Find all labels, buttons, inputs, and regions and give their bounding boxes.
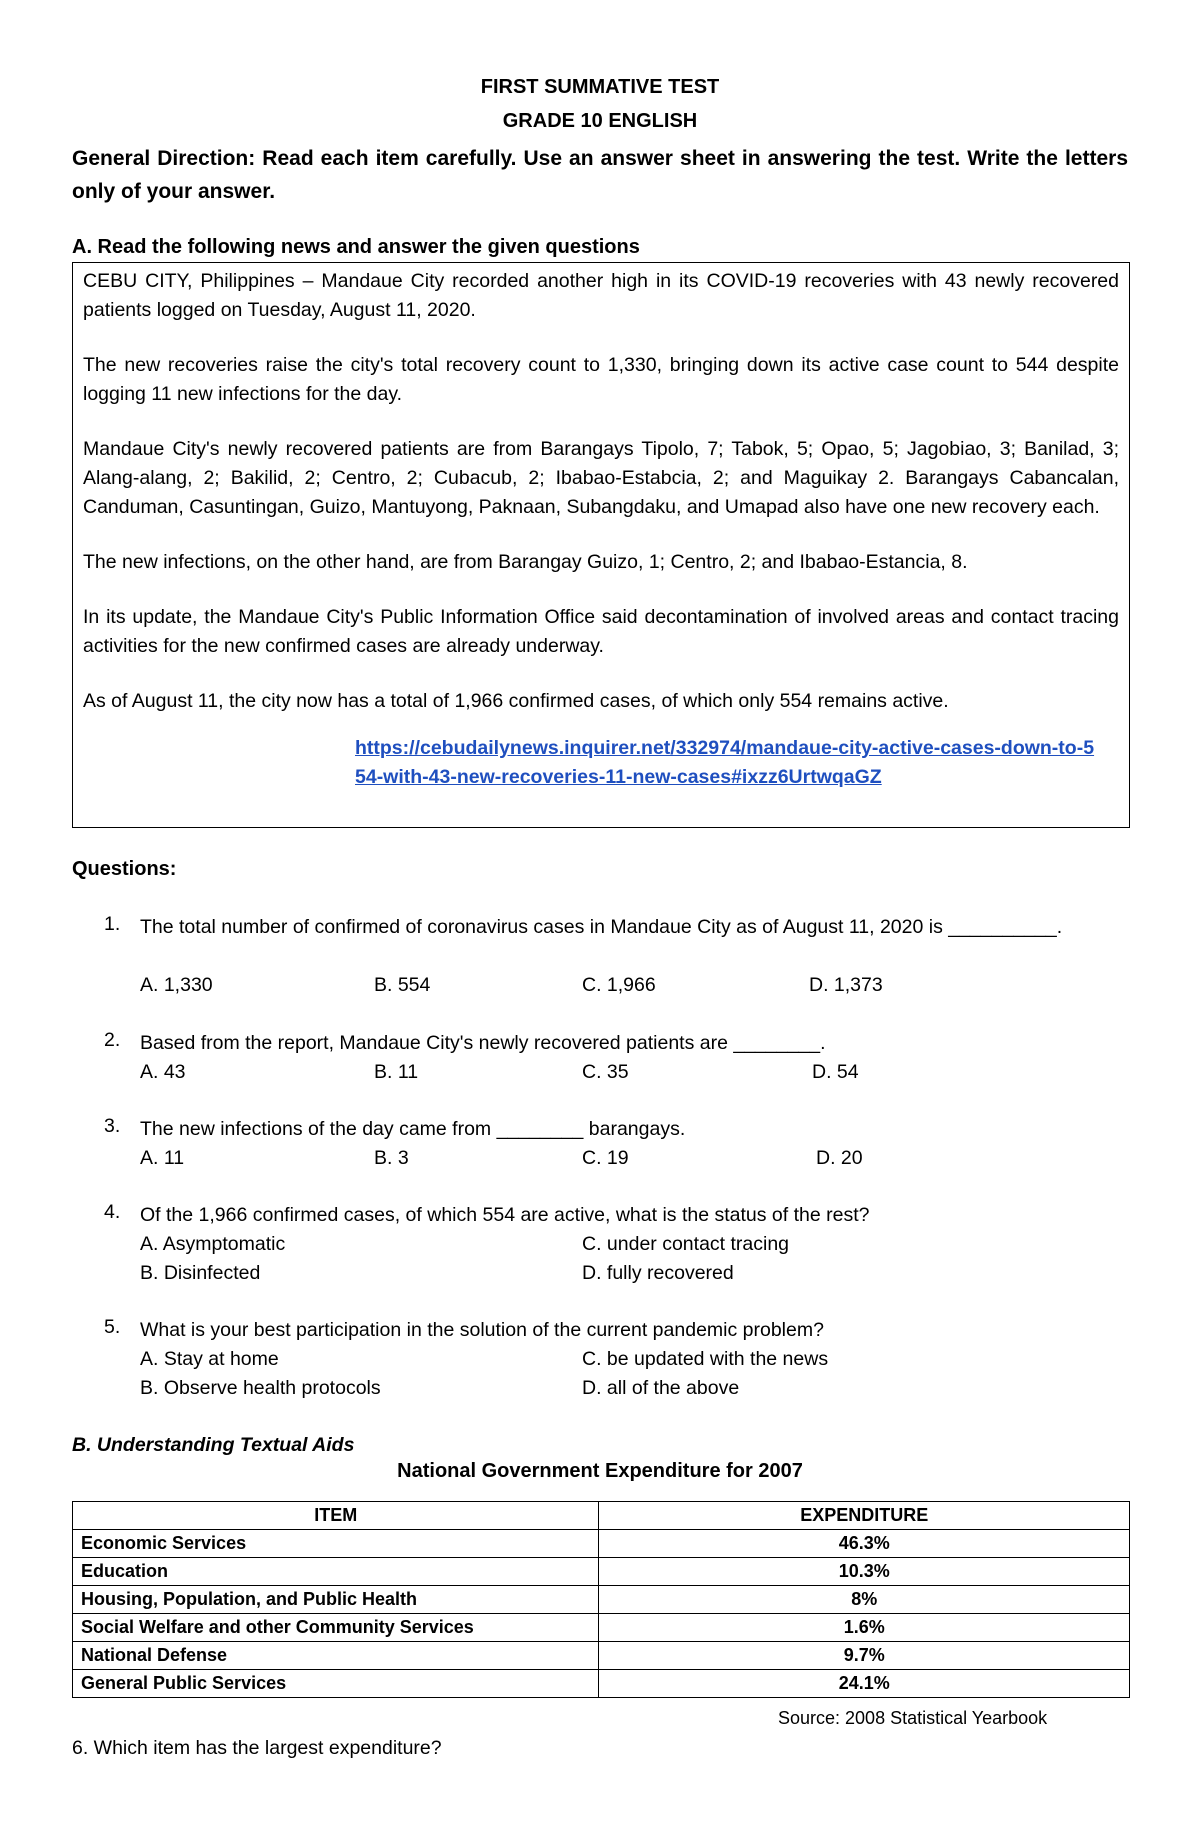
option-c: C. under contact tracing — [582, 1233, 790, 1255]
news-paragraph: Mandaue City's newly recovered patients are from Barangays Tipolo, 7; Tabok, 5; Opao, 5; Jagobiao, 3; Banilad, 3; Alang-alang, 2; Bakilid, 2; Centro, 2; Cubacub, 2; Ibabao-Estabcia, 2; and Maguikay 2. Barangays Cabancalan, Canduman, Casuntingan, Guizo, Mantuyong, Paknaan, Subangdaku, and Umapad also have one new recovery each. — [83, 438, 1119, 518]
option-a: A. 1,330 — [140, 974, 213, 996]
option-d: D. 54 — [812, 1061, 859, 1083]
option-c: C. be updated with the news — [582, 1348, 829, 1370]
table-source: Source: 2008 Statistical Yearbook — [778, 1708, 1048, 1728]
option-c: C. 35 — [582, 1061, 629, 1083]
general-direction: General Direction: Read each item carefully. Use an answer sheet in answering the test. Write the letters only of your answer. — [72, 147, 1128, 203]
column-header-expenditure: EXPENDITURE — [599, 1502, 1130, 1530]
expenditure-cell: 9.7% — [599, 1642, 1130, 1670]
table-row — [73, 1586, 1130, 1614]
table-row — [73, 1614, 1130, 1642]
expenditure-cell: 24.1% — [599, 1670, 1130, 1698]
test-title: FIRST SUMMATIVE TEST — [480, 76, 720, 98]
question-6: 6. Which item has the largest expenditure? — [72, 1737, 442, 1759]
question-stem: The new infections of the day came from ________ barangays. — [140, 1118, 686, 1140]
section-a-heading: A. Read the following news and answer the given questions — [72, 236, 640, 258]
question-stem: What is your best participation in the solution of the current pandemic problem? — [140, 1319, 824, 1341]
table-row — [73, 1530, 1130, 1558]
question-stem: Based from the report, Mandaue City's newly recovered patients are ________. — [140, 1032, 826, 1054]
question-stem: Of the 1,966 confirmed cases, of which 554 are active, what is the status of the rest? — [140, 1204, 870, 1226]
expenditure-table — [72, 1501, 1130, 1698]
option-b: B. Observe health protocols — [140, 1377, 381, 1399]
news-paragraph: CEBU CITY, Philippines – Mandaue City recorded another high in its COVID-19 recoveries with 43 newly recovered patients logged on Tuesday, August 11, 2020. — [83, 270, 1119, 321]
option-d: D. all of the above — [582, 1377, 740, 1399]
expenditure-cell: 46.3% — [599, 1530, 1130, 1558]
news-paragraph: The new infections, on the other hand, are from Barangay Guizo, 1; Centro, 2; and Ibabao-Estancia, 8. — [83, 551, 968, 573]
item-cell: Social Welfare and other Community Services — [73, 1614, 599, 1642]
table-row — [73, 1642, 1130, 1670]
news-paragraph: The new recoveries raise the city's total recovery count to 1,330, bringing down its active case count to 544 despite logging 11 new infections for the day. — [83, 354, 1119, 405]
question-stem: The total number of confirmed of coronavirus cases in Mandaue City as of August 11, 2020 is __________. — [140, 916, 1063, 938]
source-link[interactable]: https://cebudailynews.inquirer.net/332974/mandaue-city-active-cases-down-to-554-with-43-new-recoveries-11-new-cases#ixzz6UrtwqaGZ — [355, 737, 1095, 788]
table-title: National Government Expenditure for 2007 — [397, 1460, 803, 1482]
expenditure-cell: 10.3% — [599, 1558, 1130, 1586]
table-row — [73, 1670, 1130, 1698]
questions-heading: Questions: — [72, 858, 177, 880]
test-subtitle: GRADE 10 ENGLISH — [502, 110, 698, 132]
question-number: 4. — [104, 1201, 121, 1223]
item-cell: Economic Services — [73, 1530, 599, 1558]
news-paragraph: In its update, the Mandaue City's Public Information Office said decontamination of involved areas and contact tracing activities for the new confirmed cases are already underway. — [83, 606, 1119, 657]
option-a: A. Stay at home — [140, 1348, 279, 1370]
item-cell: Housing, Population, and Public Health — [73, 1586, 599, 1614]
option-c: C. 1,966 — [582, 974, 656, 996]
item-cell: National Defense — [73, 1642, 599, 1670]
option-c: C. 19 — [582, 1147, 629, 1169]
question-number: 2. — [104, 1029, 121, 1051]
option-b: B. 3 — [374, 1147, 409, 1169]
question-number: 1. — [104, 913, 121, 935]
expenditure-cell: 8% — [599, 1586, 1130, 1614]
news-paragraph: As of August 11, the city now has a total of 1,966 confirmed cases, of which only 554 remains active. — [83, 690, 949, 712]
expenditure-cell: 1.6% — [599, 1614, 1130, 1642]
option-a: A. 43 — [140, 1061, 186, 1083]
option-d: D. 20 — [816, 1147, 863, 1169]
question-number: 3. — [104, 1115, 121, 1137]
option-b: B. 554 — [374, 974, 431, 996]
option-b: B. Disinfected — [140, 1262, 261, 1284]
news-article-box — [72, 262, 1130, 828]
question-number: 5. — [104, 1316, 121, 1338]
option-d: D. fully recovered — [582, 1262, 734, 1284]
column-header-item: ITEM — [73, 1502, 599, 1530]
option-a: A. Asymptomatic — [140, 1233, 286, 1255]
table-row — [73, 1558, 1130, 1586]
option-b: B. 11 — [374, 1061, 419, 1083]
option-a: A. 11 — [140, 1147, 185, 1169]
item-cell: Education — [73, 1558, 599, 1586]
item-cell: General Public Services — [73, 1670, 599, 1698]
table-header-row — [73, 1502, 1130, 1530]
section-b-heading: B. Understanding Textual Aids — [72, 1434, 355, 1456]
option-d: D. 1,373 — [809, 974, 883, 996]
